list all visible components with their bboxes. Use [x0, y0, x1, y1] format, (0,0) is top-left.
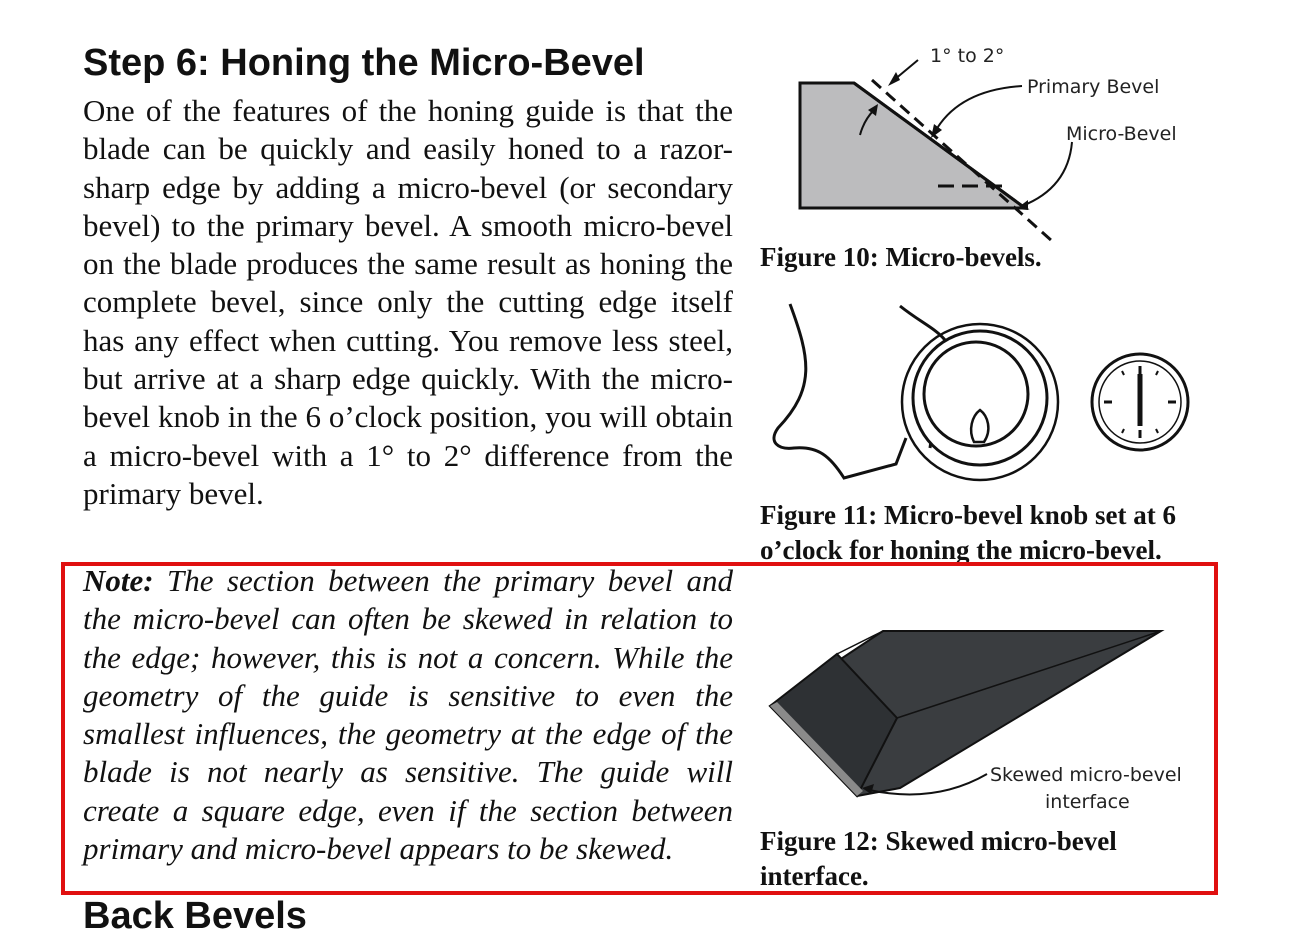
- figure-11-knob-diagram: [770, 298, 1210, 490]
- label-skewed-line1: Skewed micro-bevel: [990, 764, 1182, 786]
- figure-12-skewed-bevel-diagram: [765, 626, 1205, 816]
- body-paragraph: One of the features of the honing guide is that the blade can be quickly and easily honed to a razor-sharp edge by adding a micro-bevel (or secondary bevel) to the primary bevel. A smooth micro-bevel on the blade produces the same result as honing the complete bevel, since only the cutting edge itself has any effect when cutting. You remove less steel, but arrive at a sharp edge quickly. With the micro-bevel knob in the 6 o’clock position, you will obtain a micro-bevel with a 1° to 2° difference from the primary bevel.: [83, 93, 733, 511]
- label-primary-bevel: Primary Bevel: [1027, 76, 1160, 98]
- figure-12-caption: Figure 12: Skewed micro-bevel interface.: [760, 826, 1117, 891]
- note-text: The section between the primary bevel and the micro-bevel can often be skewed in relation to the edge; however, this is not a concern. While the geometry of the guide is sensitive to even the smallest influences, the geometry at the edge of the blade is not nearly as sensitive. The guide will create a square edge, even if the section between primary and micro-bevel appears to be skewed.: [83, 563, 733, 867]
- section-heading: Step 6: Honing the Micro-Bevel: [83, 42, 645, 84]
- figure-10-micro-bevel-diagram: [790, 38, 1210, 243]
- label-angle: 1° to 2°: [930, 45, 1005, 67]
- next-section-heading: Back Bevels: [83, 895, 307, 937]
- figure-11-caption: Figure 11: Micro-bevel knob set at 6 o’clock for honing the micro-bevel.: [760, 500, 1176, 565]
- label-micro-bevel: Micro-Bevel: [1066, 123, 1177, 145]
- label-skewed-line2: interface: [1045, 791, 1130, 813]
- figure-10-caption: Figure 10: Micro-bevels.: [760, 242, 1042, 272]
- note-label: Note:: [83, 563, 154, 598]
- note-paragraph: [83, 562, 733, 868]
- clock-icon: [1092, 354, 1188, 450]
